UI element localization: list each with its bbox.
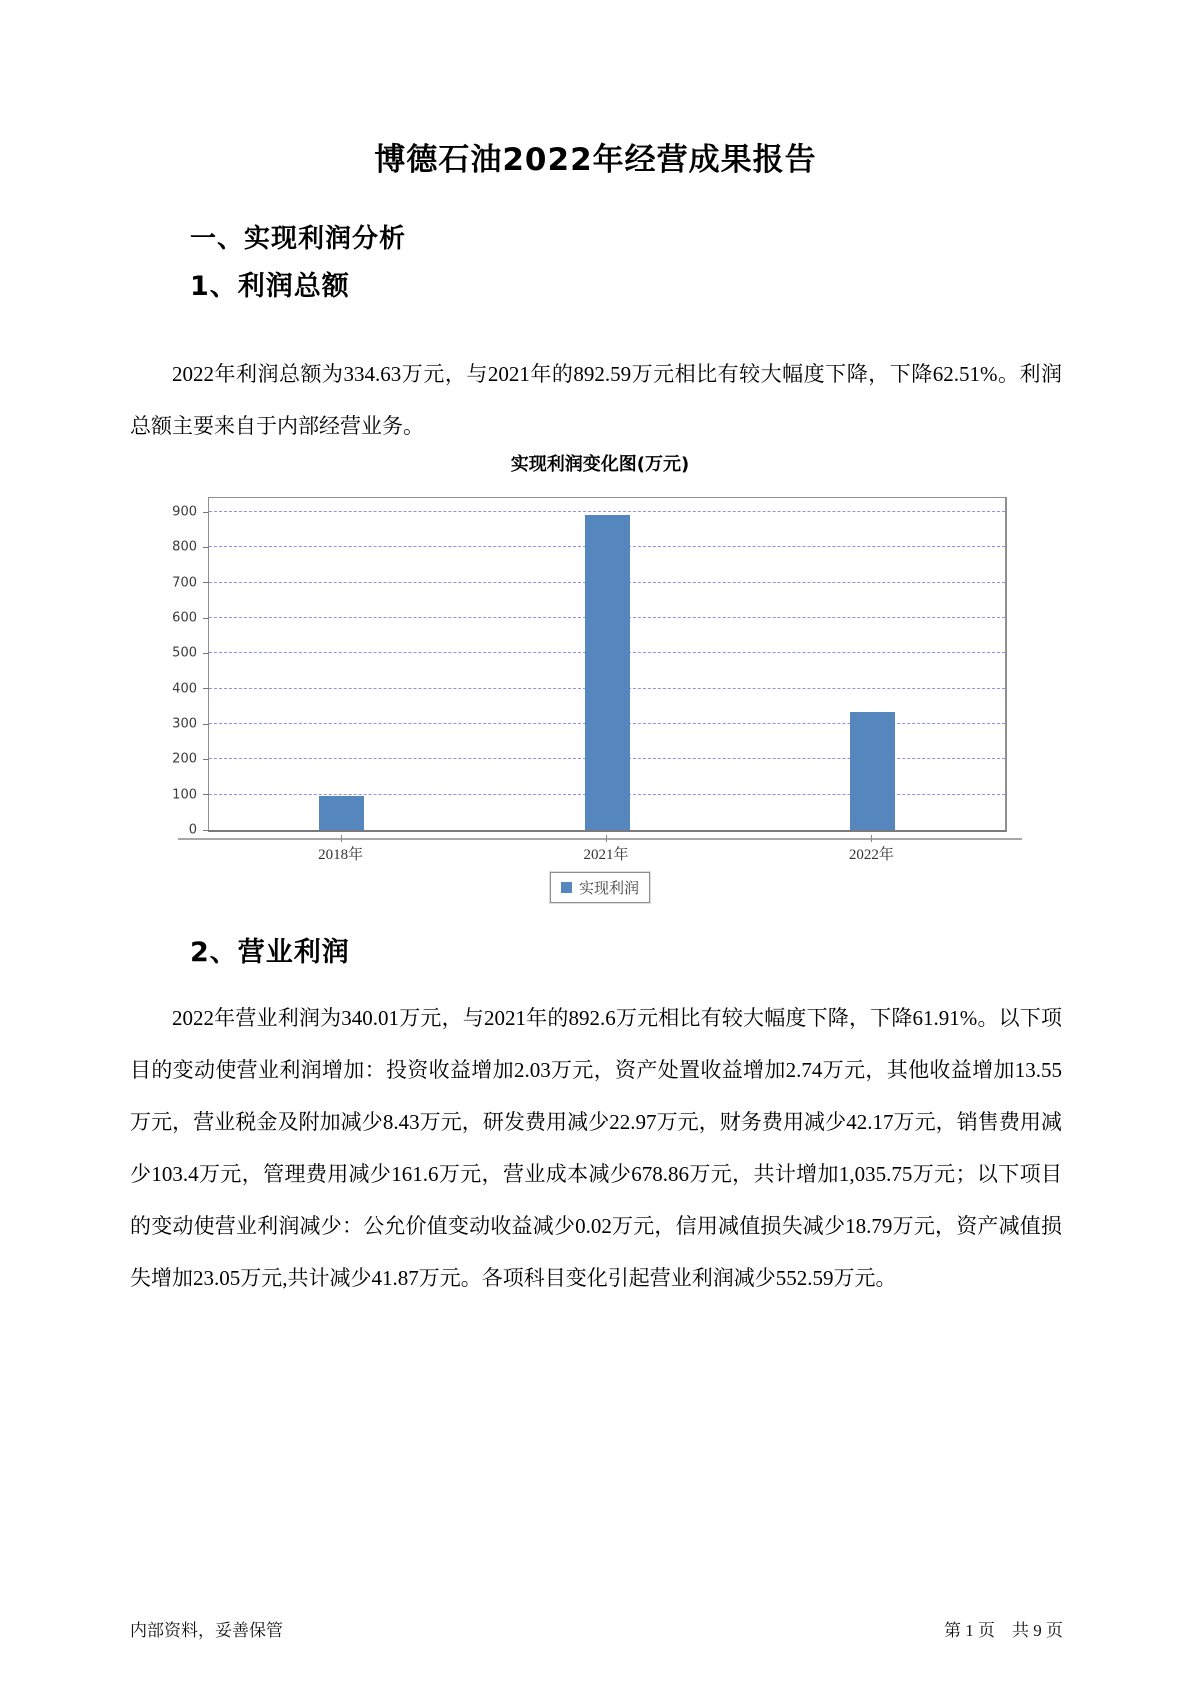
x-tick-label-2021年: 2021年 [583, 847, 629, 863]
y-tick-mark-400 [203, 688, 209, 689]
bar-2018年 [319, 796, 364, 830]
y-tick-label-800: 800 [172, 539, 197, 555]
y-tick-mark-700 [203, 582, 209, 583]
gridline-900 [209, 511, 1005, 512]
x-tick-label-2018年: 2018年 [318, 847, 364, 863]
y-tick-label-200: 200 [172, 751, 197, 767]
y-tick-mark-900 [203, 512, 209, 513]
y-tick-label-400: 400 [172, 681, 197, 697]
plot-area [172, 497, 1007, 838]
x-axis-ruler [178, 838, 1022, 840]
subsection-heading-total-profit: 1、利润总额 [190, 271, 350, 302]
y-tick-mark-800 [203, 547, 209, 548]
x-tick-label-2022年: 2022年 [848, 847, 894, 863]
y-tick-label-900: 900 [172, 504, 197, 520]
paragraph-total-profit: 2022年利润总额为334.63万元，与2021年的892.59万元相比有较大幅度下降，下降62.51%。利润总额主要来自于内部经营业务。 [130, 362, 1062, 438]
y-tick-label-700: 700 [172, 575, 197, 591]
footer-page-number: 第 1 页 共 9 页 [944, 1621, 1063, 1640]
y-tick-label-600: 600 [172, 610, 197, 626]
y-tick-mark-100 [203, 794, 209, 795]
paragraph-operating-profit: 2022年营业利润为340.01万元，与2021年的892.6万元相比有较大幅度下降，下降61.91%。以下项目的变动使营业利润增加：投资收益增加2.03万元，资产处置收益增加2.74万元，其他收益增加13.55万元，营业税金及附加减少8.43万元，研发费用减少22.97万元，财务费用减少42.17万元，销售费用减少103.4万元，管理费用减少161.6万元，营业成本减少678.86万元，共计增加1,035.75万元；以下项目的变动使营业利润减少：公允价值变动收益减少0.02万元，信用减值损失减少18.79万元，资产减值损失增加23.05万元,共计减少41.87万元。各项科目变化引起营业利润减少552.59万元。 [130, 1006, 1062, 1290]
y-tick-label-100: 100 [172, 787, 197, 803]
chart-legend [550, 872, 650, 903]
bar-2022年 [850, 712, 895, 830]
x-ruler-tick-2022年 [871, 835, 872, 842]
y-tick-mark-500 [203, 653, 209, 654]
legend-swatch-icon [561, 882, 572, 893]
footer-confidential-note: 内部资料，妥善保管 [130, 1621, 283, 1641]
x-ruler-tick-2021年 [606, 835, 607, 842]
page-title: 博德石油2022年经营成果报告 [374, 142, 817, 178]
y-tick-mark-0 [203, 830, 209, 831]
y-tick-mark-200 [203, 759, 209, 760]
y-tick-mark-300 [203, 724, 209, 725]
profit-change-chart [150, 448, 1050, 928]
y-tick-label-500: 500 [172, 645, 197, 661]
bar-2021年 [585, 515, 630, 830]
chart-title: 实现利润变化图(万元) [510, 454, 690, 475]
y-tick-label-300: 300 [172, 716, 197, 732]
y-tick-mark-600 [203, 618, 209, 619]
section-heading-profit-analysis: 一、实现利润分析 [190, 224, 407, 254]
subsection-heading-operating-profit: 2、营业利润 [190, 937, 350, 968]
y-tick-label-0: 0 [188, 822, 197, 838]
legend-label: 实现利润 [578, 881, 640, 897]
x-ruler-tick-2018年 [341, 835, 342, 842]
